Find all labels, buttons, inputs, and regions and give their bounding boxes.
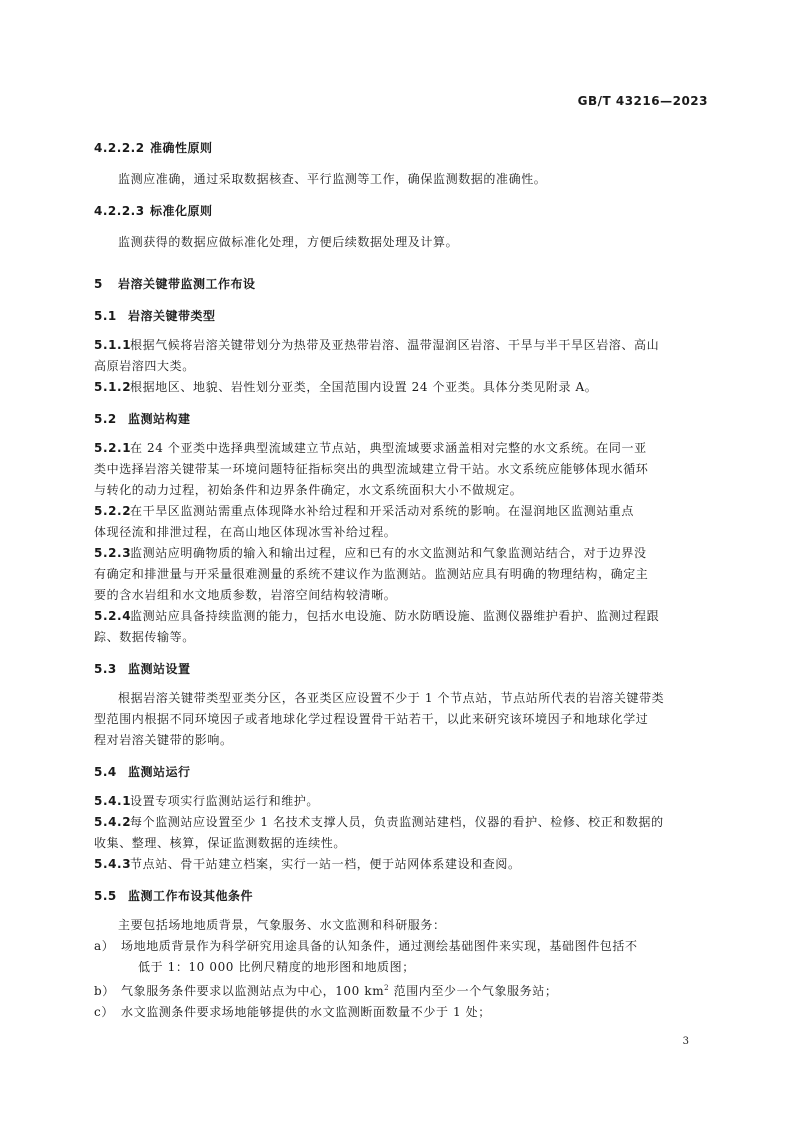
heading-5-2: 5.2 监测站构建 xyxy=(94,412,191,426)
heading-4-2-2-2: 4.2.2.2 准确性原则 xyxy=(94,141,213,155)
paragraph-conditions-intro: 主要包括场地地质背景，气象服务、水文监测和科研服务： xyxy=(118,918,446,932)
clause-5-2-4: 5.2.4监测站应具备持续监测的能力，包括水电设施、防水防晒设施、监测仪器维护看护、监测过程跟 踪、数据传输等。 xyxy=(94,609,660,644)
page-number: 3 xyxy=(682,1036,689,1047)
clause-5-4-3: 5.4.3节点站、骨干站建立档案，实行一站一档，便于站网体系建设和查阅。 xyxy=(94,857,521,871)
list-item-a-continued: 低于 1：10 000 比例尺精度的地形图和地质图； xyxy=(138,960,415,974)
clause-5-2-1: 5.2.1在 24 个亚类中选择典型流域建立节点站，典型流域要求涵盖相对完整的水文系统。在同一亚 类中选择岩溶关键带某一环境问题特征指标突出的典型流域建立骨干站。水文系统应能够体现水循环 与转化的动力过程，初始条件和边界条件确定，水文系统面积大小不做规定。 xyxy=(94,441,649,497)
heading-5-4: 5.4 监测站运行 xyxy=(94,765,191,779)
clause-5-1-1: 5.1.1根据气候将岩溶关键带划分为热带及亚热带岩溶、温带湿润区岩溶、干旱与半干旱区岩溶、高山 高原岩溶四大类。 xyxy=(94,338,660,373)
list-item-c: c） 水文监测条件要求场地能够提供的水文监测断面数量不少于 1 处； xyxy=(94,1005,491,1019)
paragraph-standardization: 监测获得的数据应做标准化处理，方便后续数据处理及计算。 xyxy=(118,235,459,249)
clause-5-4-1: 5.4.1设置专项实行监测站运行和维护。 xyxy=(94,794,320,808)
heading-5-3: 5.3 监测站设置 xyxy=(94,662,191,676)
clause-5-4-2: 5.4.2每个监测站应设置至少 1 名技术支撑人员，负责监测站建档，仪器的看护、检修、校正和数据的 收集、整理、核算，保证监测数据的连续性。 xyxy=(94,815,664,850)
document-body xyxy=(94,139,710,1023)
clause-5-2-2: 5.2.2在干旱区监测站需重点体现降水补给过程和开采活动对系统的影响。在湿润地区监测站重点 体现径流和排泄过程，在高山地区体现冰雪补给过程。 xyxy=(94,504,635,539)
clause-5-1-2: 5.1.2根据地区、地貌、岩性划分亚类，全国范围内设置 24 个亚类。具体分类见附录 A。 xyxy=(94,380,598,394)
heading-5-1: 5.1 岩溶关键带类型 xyxy=(94,309,216,323)
paragraph-accuracy: 监测应准确，通过采取数据核查、平行监测等工作，确保监测数据的准确性。 xyxy=(118,172,547,186)
list-item-b: b） 气象服务条件要求以监测站点为中心，100 $km^2$ 范围内至少一个气象服务站； xyxy=(94,984,558,998)
heading-4-2-2-3: 4.2.2.3 标准化原则 xyxy=(94,204,213,218)
list-item-a: a） 场地地质背景作为科学研究用途具备的认知条件，通过测绘基础图件来实现，基础图件包括不 xyxy=(94,939,638,953)
document-code-header: GB/T 43216—2023 xyxy=(577,94,708,108)
heading-5: 5 岩溶关键带监测工作布设 xyxy=(94,277,256,291)
clause-5-2-3: 5.2.3监测站应明确物质的输入和输出过程，应和已有的水文监测站和气象监测站结合，对于边界没 有确定和排泄量与开采量很难测量的系统不建议作为监测站。监测站应具有明确的物理结构，确定主 要的含水岩组和水文地质参数，岩溶空间结构较清晰。 xyxy=(94,546,649,602)
paragraph-station-setup: 根据岩溶关键带类型亚类分区，各亚类区应设置不少于 1 个节点站，节点站所代表的岩溶关键带类 型范围内根据不同环境因子或者地球化学过程设置骨干站若干，以此来研究该环境因子和地球化学过 程对岩溶关键带的影响。 xyxy=(94,691,665,747)
heading-5-5: 5.5 监测工作布设其他条件 xyxy=(94,889,254,903)
